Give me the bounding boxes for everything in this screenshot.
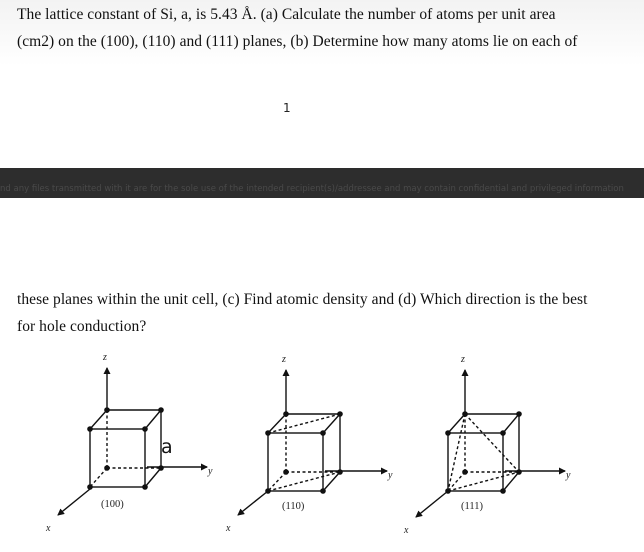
y-axis-label-3: y [566,470,571,481]
crystal-planes-diagram [0,340,644,552]
plane-111-edge-a [448,414,465,491]
x-axis-label-2: x [226,523,231,534]
cube-110 [238,370,387,515]
page-number: 1 [283,101,291,115]
cube-111 [416,370,565,517]
x-axis-label-1: x [46,523,51,534]
cube-100 [58,368,207,515]
x-axis-label-3: x [404,525,409,536]
question-line-4: for hole conduction? [17,318,147,335]
lattice-constant-label: a [161,436,173,458]
email-disclaimer: nd any files transmitted with it are for the sole use of the intended recipient(s)/addressee and may contain confidential and privileged information [0,184,624,194]
plane-label-111: (111) [461,501,483,512]
crystal-planes-figure [0,340,644,552]
plane-110-bottom-edge [268,472,340,491]
plane-111-edge-c [448,472,519,491]
x-axis-arrow-1 [58,489,90,515]
x-axis-arrow-2 [238,491,268,515]
y-axis-label-2: y [388,470,393,481]
question-line-3: these planes within the unit cell, (c) Find atomic density and (d) Which direction is the best [17,291,588,308]
question-line-2: (cm2) on the (100), (110) and (111) planes, (b) Determine how many atoms lie on each of [17,33,578,50]
plane-110-top-edge [268,414,340,433]
z-axis-label-2: z [282,354,286,365]
question-line-1: The lattice constant of Si, a, is 5.43 Å. (a) Calculate the number of atoms per unit area [17,6,556,23]
x-axis-arrow-3 [416,491,448,517]
z-axis-label-1: z [103,352,107,363]
z-axis-label-3: z [461,354,465,365]
plane-label-110: (110) [282,501,305,512]
plane-label-100: (100) [101,499,124,510]
y-axis-label-1: y [208,466,213,477]
